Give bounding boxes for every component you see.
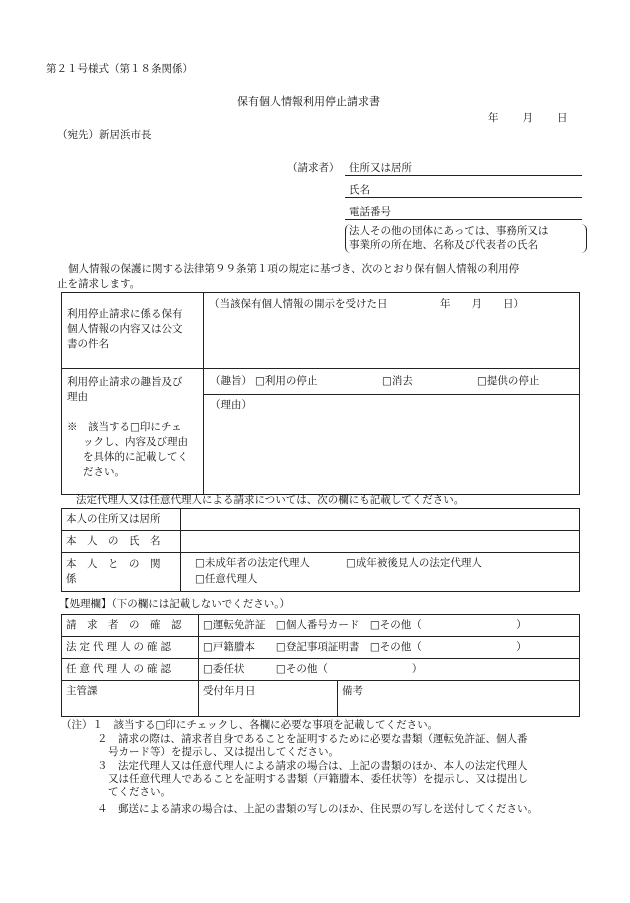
purpose-label-cell	[62, 369, 204, 495]
option-stop-provide[interactable]: □提供の停止	[477, 375, 540, 387]
request-table	[61, 292, 580, 495]
form-number: 第２１号様式（第１８条関係）	[46, 63, 193, 75]
requester-check-options	[199, 615, 580, 637]
processing-title: 【処理欄】（下の欄には記載しないでください。）	[59, 598, 290, 610]
relation-label: 本 人 と の 関 係	[66, 558, 171, 585]
purpose-label: （趣旨）	[210, 375, 252, 387]
content-label-line-3: 書の件名	[67, 338, 109, 350]
address-line[interactable]	[345, 175, 582, 176]
note-2-line-2: 号カード等）を提示し、又は提出してください。	[108, 746, 339, 758]
option-erase[interactable]: □消去	[382, 375, 413, 387]
dept-label: 主管課	[66, 685, 98, 697]
received-date-cell	[199, 681, 338, 717]
addressee: （宛先）新居浜市長	[57, 129, 152, 141]
name-line[interactable]	[345, 197, 582, 198]
content-label-cell	[62, 293, 204, 369]
note-3-line-3: てください。	[108, 786, 171, 798]
principal-address-label-cell	[62, 509, 181, 531]
legal-agent-check-label-cell	[62, 637, 199, 659]
dept-cell	[62, 681, 199, 717]
phone-label: 電話番号	[349, 206, 391, 218]
purpose-note-line-4: ださい。	[83, 466, 125, 478]
purpose-note-line-1: ※ 該当する□印にチェ	[67, 421, 182, 433]
disclosure-date-note: （当該保有個人情報の開示を受けた日 年 月 日）	[209, 298, 524, 310]
relation-voluntary-agent[interactable]: □任意代理人	[195, 573, 258, 585]
voluntary-agent-check-options	[199, 659, 580, 681]
relation-value-cell	[181, 553, 580, 592]
relation-minor-guardian[interactable]: □未成年者の法定代理人	[195, 557, 310, 569]
legal-agent-check-options-text: □戸籍謄本 □登記事項証明書 □その他（ ）	[203, 641, 527, 653]
principal-address-label: 本人の住所又は居所	[66, 513, 161, 525]
requester-label: （請求者）	[287, 162, 340, 174]
remarks-cell	[338, 681, 580, 717]
intro-line-2: 止を請求します。	[57, 278, 141, 290]
requester-check-options-text: □運転免許証 □個人番号カード □その他（ ）	[203, 619, 527, 631]
corporate-note-line-1: 法人その他の団体にあっては、事務所又は	[349, 225, 549, 237]
principal-name-label: 本 人 の 氏 名	[66, 535, 161, 547]
agent-table	[61, 508, 580, 592]
content-label-line-1: 利用停止請求に係る保有	[67, 308, 183, 320]
voluntary-agent-check-label: 任意代理人の確認	[66, 663, 174, 675]
processing-table	[61, 614, 580, 717]
agent-intro: 法定代理人又は任意代理人による請求については、次の欄にも記載してください。	[76, 494, 465, 506]
purpose-note-line-3: を具体的に記載してく	[83, 451, 188, 463]
purpose-label-line-2: 理由	[67, 391, 88, 403]
address-label: 住所又は居所	[349, 162, 412, 174]
intro-line-1: 個人情報の保護に関する法律第９９条第１項の規定に基づき、次のとおり保有個人情報の利用停	[68, 263, 520, 275]
date-line[interactable]: 年 月 日	[488, 112, 569, 124]
corporate-note	[345, 224, 587, 253]
requester-check-label: 請 求 者 の 確 認	[66, 619, 182, 631]
note-3-line-1: ３ 法定代理人又は任意代理人による請求の場合は、上記の書類のほか、本人の法定代理人	[97, 760, 528, 772]
name-label: 氏名	[349, 184, 370, 196]
remarks-label: 備考	[342, 685, 363, 697]
received-date-label: 受付年月日	[203, 685, 256, 697]
purpose-label-line-1: 利用停止請求の趣旨及び	[67, 376, 183, 388]
content-value-cell[interactable]	[204, 293, 580, 369]
legal-agent-check-label: 法定代理人の確認	[66, 641, 174, 653]
note-3-line-2: 又は任意代理人であることを証明する書類（戸籍謄本、委任状等）を提示し、又は提出し	[108, 773, 528, 785]
purpose-options-row	[204, 369, 579, 395]
reason-label: （理由）	[210, 399, 252, 411]
principal-address-value[interactable]	[181, 509, 580, 531]
content-label-line-2: 個人情報の内容又は公文	[67, 323, 183, 335]
reason-area[interactable]	[204, 395, 579, 494]
principal-name-value[interactable]	[181, 531, 580, 553]
legal-agent-check-options	[199, 637, 580, 659]
purpose-value-cell	[204, 369, 580, 495]
corporate-note-line-2: 事業所の所在地、名称及び代表者の氏名	[349, 239, 538, 251]
note-1: （注）１ 該当する□印にチェックし、各欄に必要な事項を記載してください。	[61, 719, 439, 731]
note-2-line-1: ２ 請求の際は、請求者自身であることを証明するために必要な書類（運転免許証、個人番	[97, 733, 528, 745]
purpose-note-line-2: ックし、内容及び理由	[83, 436, 188, 448]
voluntary-agent-check-options-text: □委任状 □その他（ ）	[203, 663, 423, 675]
principal-name-label-cell	[62, 531, 181, 553]
voluntary-agent-check-label-cell	[62, 659, 199, 681]
page-title: 保有個人情報利用停止請求書	[237, 95, 380, 108]
option-stop-use[interactable]: □利用の停止	[255, 375, 318, 387]
note-4: ４ 郵送による請求の場合は、上記の書類の写しのほか、住民票の写しを送付してください。	[97, 803, 538, 815]
relation-adult-guardian[interactable]: □成年被後見人の法定代理人	[346, 557, 482, 569]
phone-line[interactable]	[345, 219, 582, 220]
relation-label-cell	[62, 553, 181, 592]
requester-check-label-cell	[62, 615, 199, 637]
